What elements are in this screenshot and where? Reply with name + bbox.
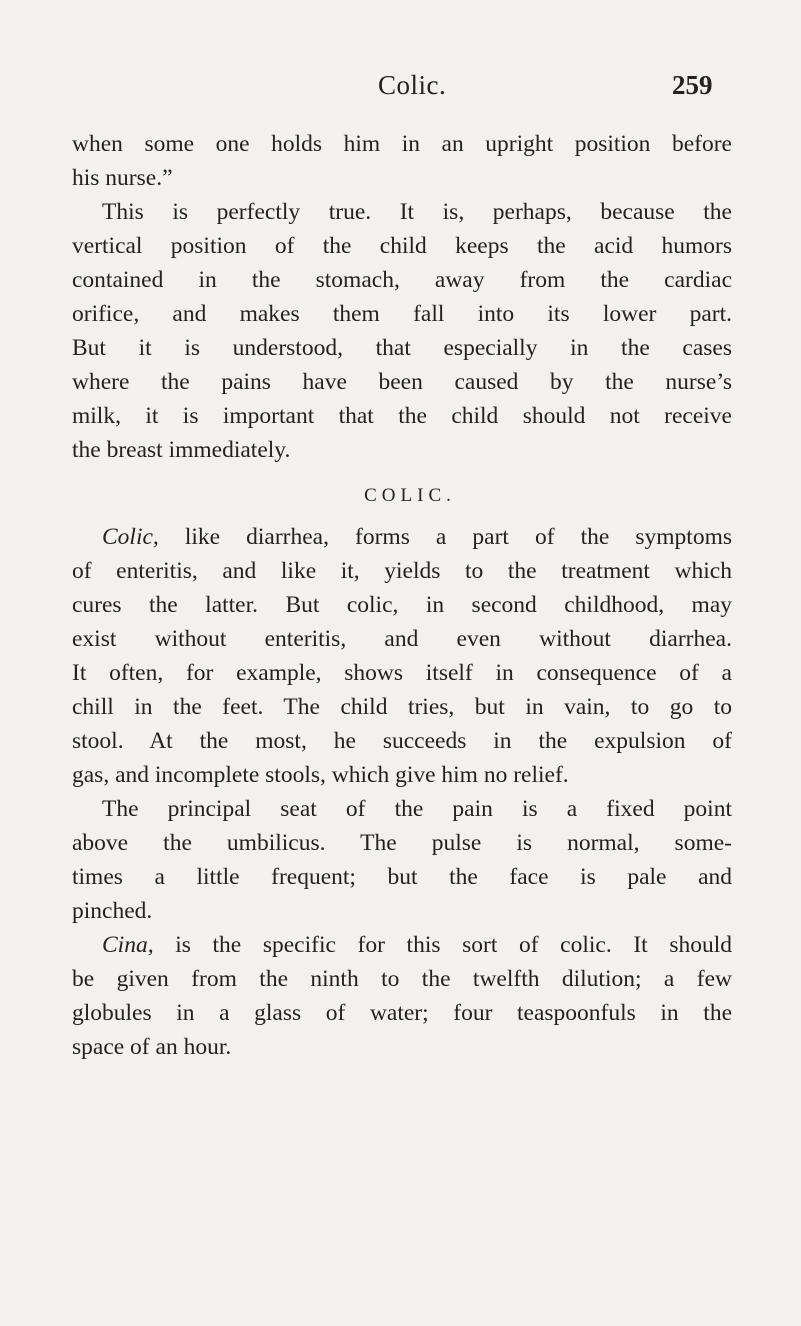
text-line: his nurse.” [72, 165, 173, 191]
text-line [72, 520, 732, 554]
text-line: This is perfectly true. It is, perhaps, because the [102, 199, 732, 225]
running-head: Colic. [378, 70, 447, 100]
italic-term: Colic, [102, 524, 159, 550]
text-line [72, 928, 732, 962]
text-line: contained in the stomach, away from the cardiac [72, 267, 732, 293]
italic-term: Cina, [102, 932, 154, 958]
text-line: above the umbilicus. The pulse is normal, some- [72, 830, 732, 856]
text-line: exist without enteritis, and even without diarrhea. [72, 626, 732, 652]
text-line: when some one holds him in an upright position before [72, 131, 732, 157]
text-span: is the specific for this sort of colic. It should [153, 932, 732, 958]
text-line: It often, for example, shows itself in consequence of a [72, 660, 732, 686]
text-line: gas, and incomplete stools, which give him no relief. [72, 762, 569, 788]
text-line: be given from the ninth to the twelfth dilution; a few [72, 966, 732, 992]
text-line: chill in the feet. The child tries, but in vain, to go to [72, 694, 732, 720]
body-text [72, 127, 732, 1064]
text-line: milk, it is important that the child should not receive [72, 403, 732, 429]
text-line: of enteritis, and like it, yields to the treatment which [72, 558, 732, 584]
page-number: 259 [672, 70, 713, 100]
text-line: pinched. [72, 898, 153, 924]
text-line: The principal seat of the pain is a fixed point [102, 796, 732, 822]
text-line: space of an hour. [72, 1034, 232, 1060]
text-line: cures the latter. But colic, in second childhood, may [72, 592, 732, 618]
text-line: vertical position of the child keeps the acid humors [72, 233, 732, 259]
text-line: the breast immediately. [72, 437, 291, 463]
text-line: globules in a glass of water; four teaspoonfuls in the [72, 1000, 732, 1026]
text-line: stool. At the most, he succeeds in the expulsion of [72, 728, 732, 754]
text-line: times a little frequent; but the face is pale and [72, 864, 732, 890]
text-line: But it is understood, that especially in the cases [72, 335, 732, 361]
text-span: like diarrhea, forms a part of the symptoms [158, 524, 732, 550]
section-heading: COLIC. [364, 485, 456, 506]
text-line: orifice, and makes them fall into its lower part. [72, 301, 732, 327]
text-line: where the pains have been caused by the nurse’s [72, 369, 732, 395]
